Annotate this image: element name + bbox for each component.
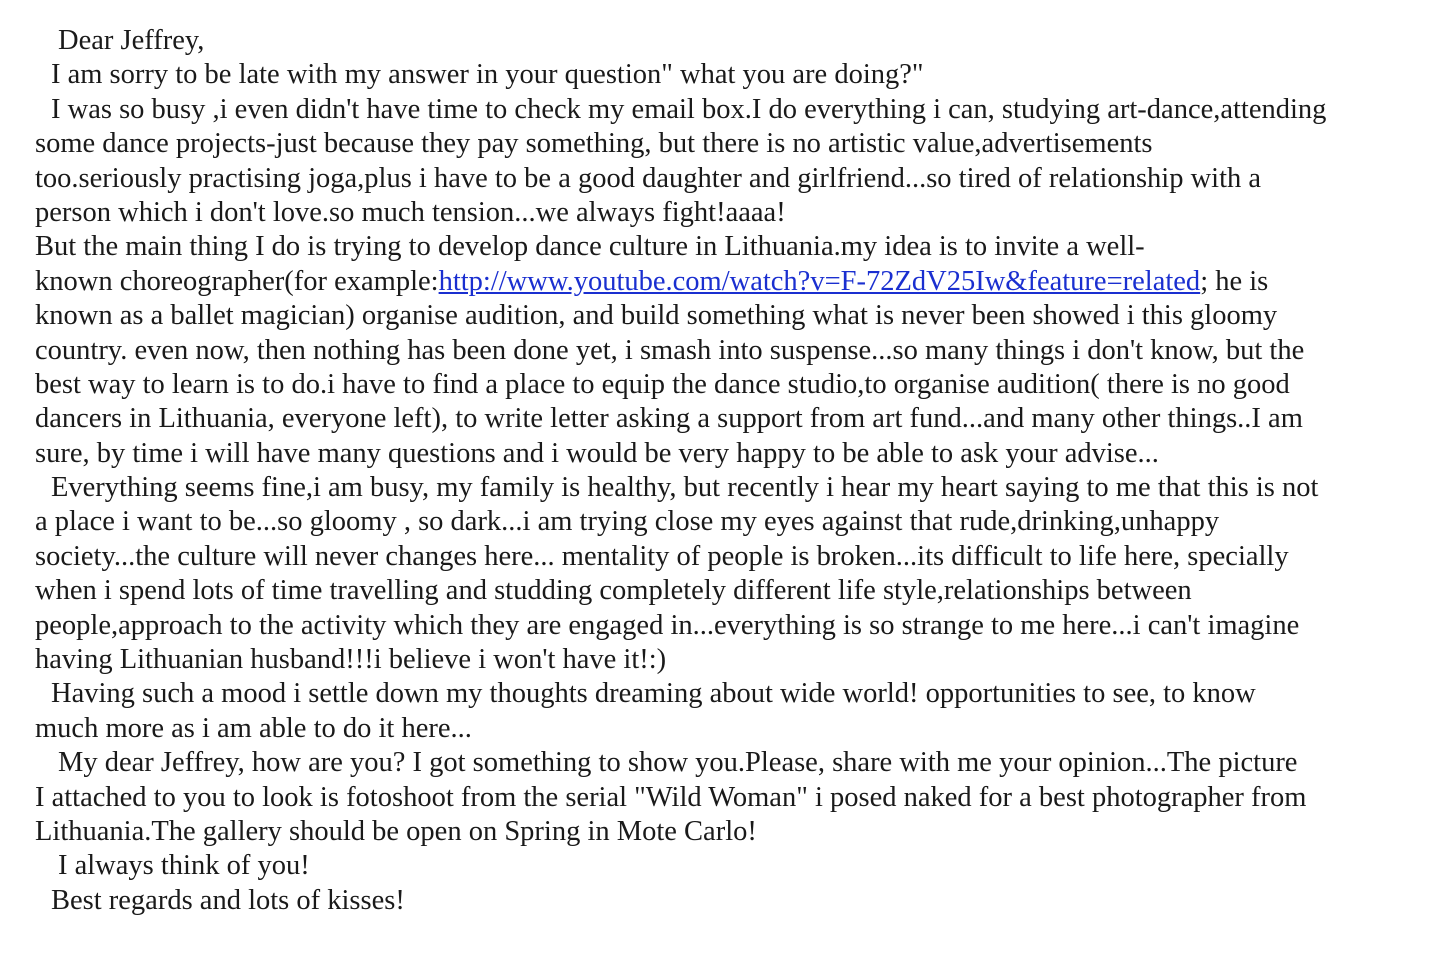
letter-line-8: known as a ballet magician) organise audition, and build something what is never been showed i this gloomy (35, 300, 1278, 332)
letter-line-22: I attached to you to look is fotoshoot from the serial "Wild Woman" i posed naked for a best photographer from (35, 781, 1307, 813)
letter-line-11: dancers in Lithuania, everyone left), to write letter asking a support from art fund...and many other things..I am (35, 403, 1303, 435)
letter-line-7-before: known choreographer(for example: (35, 265, 439, 297)
letter-line-10: best way to learn is to do.i have to find a place to equip the dance studio,to organise audition( there is no good (35, 368, 1290, 400)
signoff-line: Best regards and lots of kisses! (51, 884, 405, 916)
letter-line-24: I always think of you! (58, 850, 310, 882)
letter-line-9: country. even now, then nothing has been done yet, i smash into suspense...so many things i don't know, but the (35, 334, 1305, 366)
letter-line-2: I was so busy ,i even didn't have time to check my email box.I do everything i can, studying art-dance,attending (51, 93, 1327, 125)
letter-line-7 (35, 265, 1430, 299)
letter-line-5: person which i don't love.so much tension...we always fight!aaaa! (35, 196, 786, 228)
letter-line-20: much more as i am able to do it here... (35, 712, 472, 744)
letter-line-14: a place i want to be...so gloomy , so dark...i am trying close my eyes against that rude,drinking,unhappy (35, 506, 1220, 538)
letter-line-18: having Lithuanian husband!!!i believe i won't have it!:) (35, 644, 667, 676)
letter-line-19: Having such a mood i settle down my thoughts dreaming about wide world! opportunities to see, to know (51, 678, 1256, 710)
email-letter-body (35, 24, 1430, 918)
youtube-link[interactable]: http://www.youtube.com/watch?v=F-72ZdV25Iw&feature=related (438, 265, 1201, 297)
letter-line-13: Everything seems fine,i am busy, my family is healthy, but recently i hear my heart saying to me that this is not (51, 472, 1319, 504)
letter-line-21: My dear Jeffrey, how are you? I got something to show you.Please, share with me your opinion...The picture (58, 747, 1298, 779)
letter-line-15: society...the culture will never changes here... mentality of people is broken...its difficult to life here, specially (35, 540, 1289, 572)
letter-line-1: I am sorry to be late with my answer in your question" what you are doing?" (51, 59, 924, 91)
letter-line-23: Lithuania.The gallery should be open on Spring in Mote Carlo! (35, 815, 757, 847)
greeting-line: Dear Jeffrey, (58, 25, 205, 56)
letter-line-12: sure, by time i will have many questions and i would be very happy to be able to ask your advise... (35, 437, 1159, 469)
letter-line-4: too.seriously practising joga,plus i have to be a good daughter and girlfriend...so tired of relationship with a (35, 162, 1262, 194)
letter-line-7-after: ; he is (1200, 265, 1269, 297)
letter-line-3: some dance projects-just because they pay something, but there is no artistic value,advertisements (35, 128, 1153, 160)
letter-line-16: when i spend lots of time travelling and studding completely different life style,relationships between (35, 575, 1192, 607)
letter-line-17: people,approach to the activity which they are engaged in...everything is so strange to me here...i can't imagine (35, 609, 1300, 641)
letter-line-6: But the main thing I do is trying to develop dance culture in Lithuania.my idea is to invite a well- (35, 231, 1145, 263)
